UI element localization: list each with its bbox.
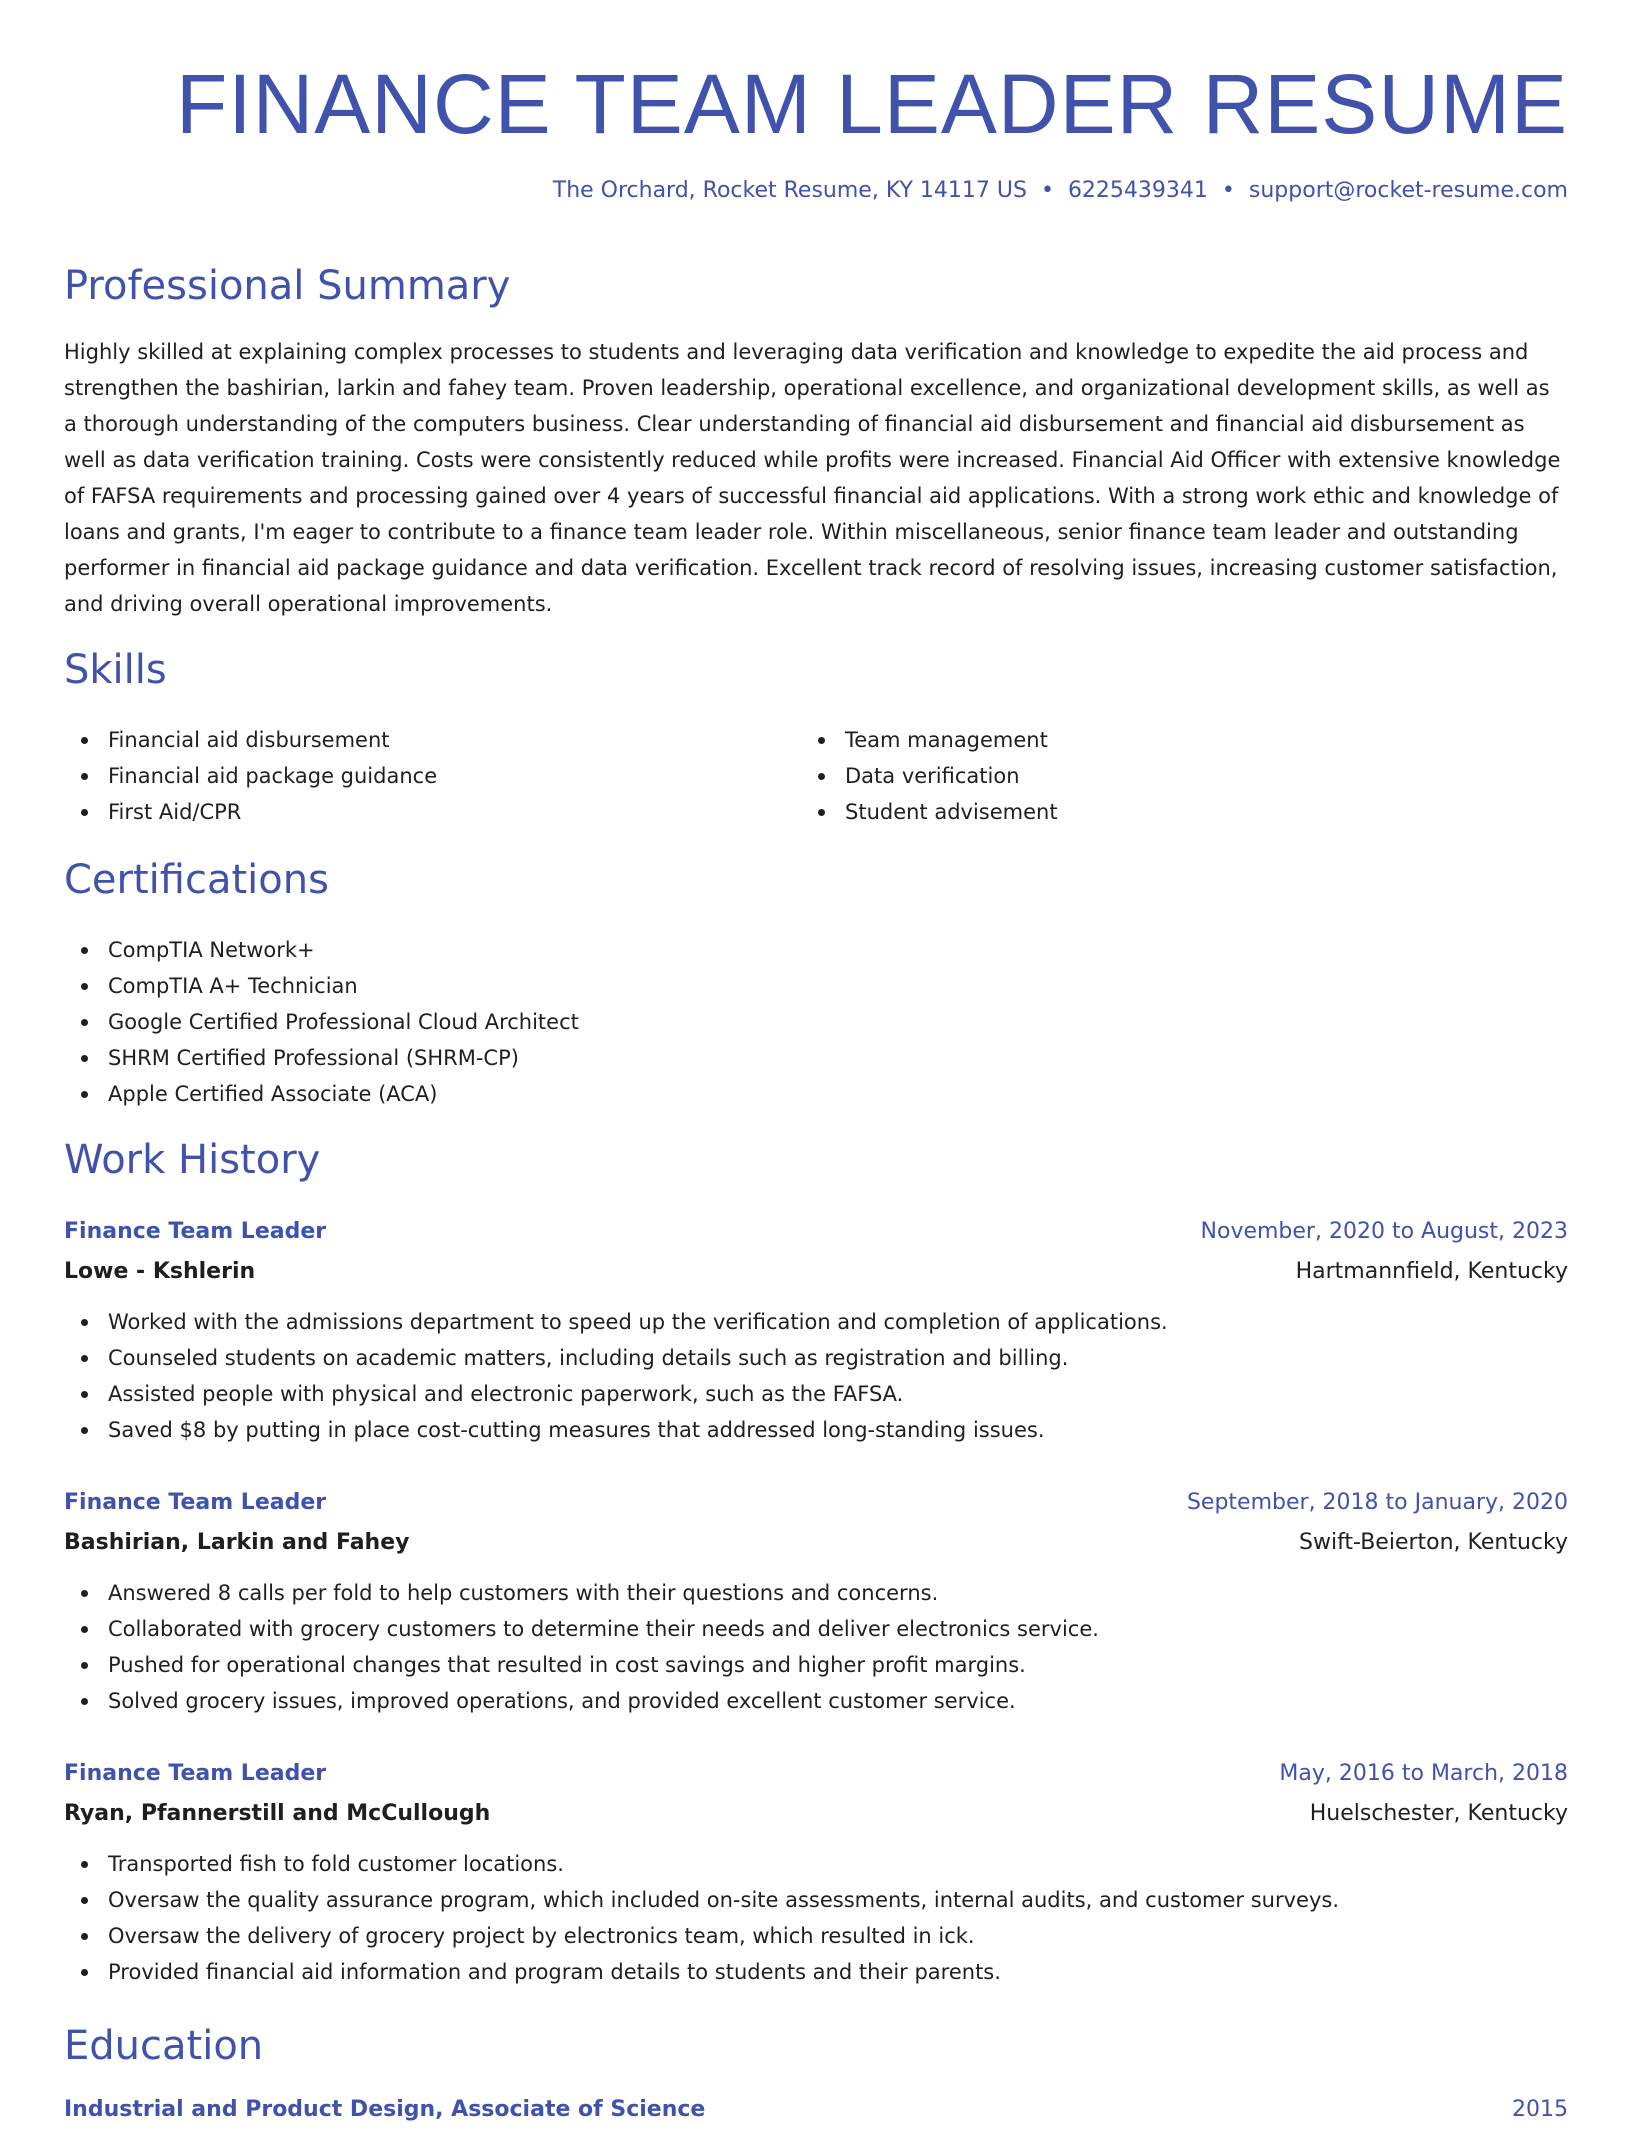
job-duty-item: Transported fish to fold customer locations.	[64, 1846, 1568, 1882]
job-location: Hartmannfield, Kentucky	[1295, 1259, 1568, 1284]
job-duty-item: Collaborated with grocery customers to determine their needs and deliver electronics service.	[64, 1611, 1568, 1647]
contact-email[interactable]: support@rocket-resume.com	[1248, 178, 1568, 203]
job-company: Lowe - Kshlerin	[64, 1259, 256, 1284]
job-duty-item: Assisted people with physical and electronic paperwork, such as the FAFSA.	[64, 1376, 1568, 1412]
skill-item: Student advisement	[801, 794, 1058, 830]
job-entry	[64, 1754, 1568, 1990]
job-duty-item: Counseled students on academic matters, including details such as registration and billing.	[64, 1340, 1568, 1376]
job-entry	[64, 1212, 1568, 1448]
contact-phone: 6225439341	[1067, 178, 1208, 203]
job-dates: May, 2016 to March, 2018	[1279, 1761, 1568, 1786]
education-entry	[64, 2090, 1568, 2130]
job-duties-list	[64, 1846, 1568, 1990]
job-duty-item: Pushed for operational changes that resulted in cost savings and higher profit margins.	[64, 1647, 1568, 1683]
job-title: Finance Team Leader	[64, 1219, 327, 1244]
certification-item: SHRM Certified Professional (SHRM-CP)	[64, 1040, 579, 1076]
certification-item: Apple Certified Associate (ACA)	[64, 1076, 579, 1112]
job-duty-item: Provided financial aid information and program details to students and their parents.	[64, 1954, 1568, 1990]
certifications-heading: Certifications	[64, 857, 329, 903]
summary-heading: Professional Summary	[64, 263, 511, 309]
skills-heading: Skills	[64, 647, 167, 693]
contact-line	[553, 176, 1568, 206]
skill-item: Data verification	[801, 758, 1058, 794]
job-duty-item: Saved $8 by putting in place cost-cutting measures that addressed long-standing issues.	[64, 1412, 1568, 1448]
resume-title: FINANCE TEAM LEADER RESUME	[175, 57, 1568, 151]
education-year: 2015	[1512, 2097, 1568, 2122]
summary-text: Highly skilled at explaining complex processes to students and leveraging data verification and knowledge to expedite the aid process and strengthen the bashirian, larkin and fahey team. Proven leadership, operational excellence, and organizational development skills, as well as a thorough understanding of the computers business. Clear understanding of financial aid disbursement and financial aid disbursement as well as data verification training. Costs were consistently reduced while profits were increased. Financial Aid Officer with extensive knowledge of FAFSA requirements and processing gained over 4 years of successful financial aid applications. With a strong work ethic and knowledge of loans and grants, I'm eager to contribute to a finance team leader role. Within miscellaneous, senior finance team leader and outstanding performer in financial aid package guidance and data verification. Excellent track record of resolving issues, increasing customer satisfaction, and driving overall operational improvements.	[64, 340, 1561, 616]
job-duty-item: Solved grocery issues, improved operations, and provided excellent customer service.	[64, 1683, 1568, 1719]
job-title: Finance Team Leader	[64, 1761, 327, 1786]
resume-page	[64, 0, 1568, 2122]
skill-item: Financial aid disbursement	[64, 722, 437, 758]
job-company: Ryan, Pfannerstill and McCullough	[64, 1801, 491, 1826]
job-duty-item: Worked with the admissions department to speed up the verification and completion of applications.	[64, 1304, 1568, 1340]
certification-item: Google Certified Professional Cloud Architect	[64, 1004, 579, 1040]
job-entry	[64, 1483, 1568, 1719]
job-dates: November, 2020 to August, 2023	[1200, 1219, 1568, 1244]
resume-header	[64, 0, 1568, 203]
contact-separator: •	[1221, 178, 1235, 203]
job-duties-list	[64, 1304, 1568, 1448]
skill-item: Team management	[801, 722, 1058, 758]
job-dates: September, 2018 to January, 2020	[1186, 1490, 1568, 1515]
job-location: Swift-Beierton, Kentucky	[1299, 1530, 1568, 1555]
certifications-list	[64, 932, 579, 1112]
certification-item: CompTIA Network+	[64, 932, 579, 968]
job-duties-list	[64, 1575, 1568, 1719]
skills-list-left	[64, 722, 437, 830]
certification-item: CompTIA A+ Technician	[64, 968, 579, 1004]
skill-item: Financial aid package guidance	[64, 758, 437, 794]
contact-address: The Orchard, Rocket Resume, KY 14117 US	[552, 178, 1027, 203]
skill-item: First Aid/CPR	[64, 794, 437, 830]
job-duty-item: Answered 8 calls per fold to help customers with their questions and concerns.	[64, 1575, 1568, 1611]
job-duty-item: Oversaw the quality assurance program, which included on-site assessments, internal audits, and customer surveys.	[64, 1882, 1568, 1918]
work-history-heading: Work History	[64, 1137, 321, 1183]
skills-list-right	[801, 722, 1058, 830]
job-duty-item: Oversaw the delivery of grocery project by electronics team, which resulted in ick.	[64, 1918, 1568, 1954]
contact-separator: •	[1040, 178, 1054, 203]
job-title: Finance Team Leader	[64, 1490, 327, 1515]
education-heading: Education	[64, 2023, 264, 2069]
education-degree: Industrial and Product Design, Associate of Science	[64, 2097, 706, 2122]
job-company: Bashirian, Larkin and Fahey	[64, 1530, 410, 1555]
job-location: Huelschester, Kentucky	[1309, 1801, 1568, 1826]
